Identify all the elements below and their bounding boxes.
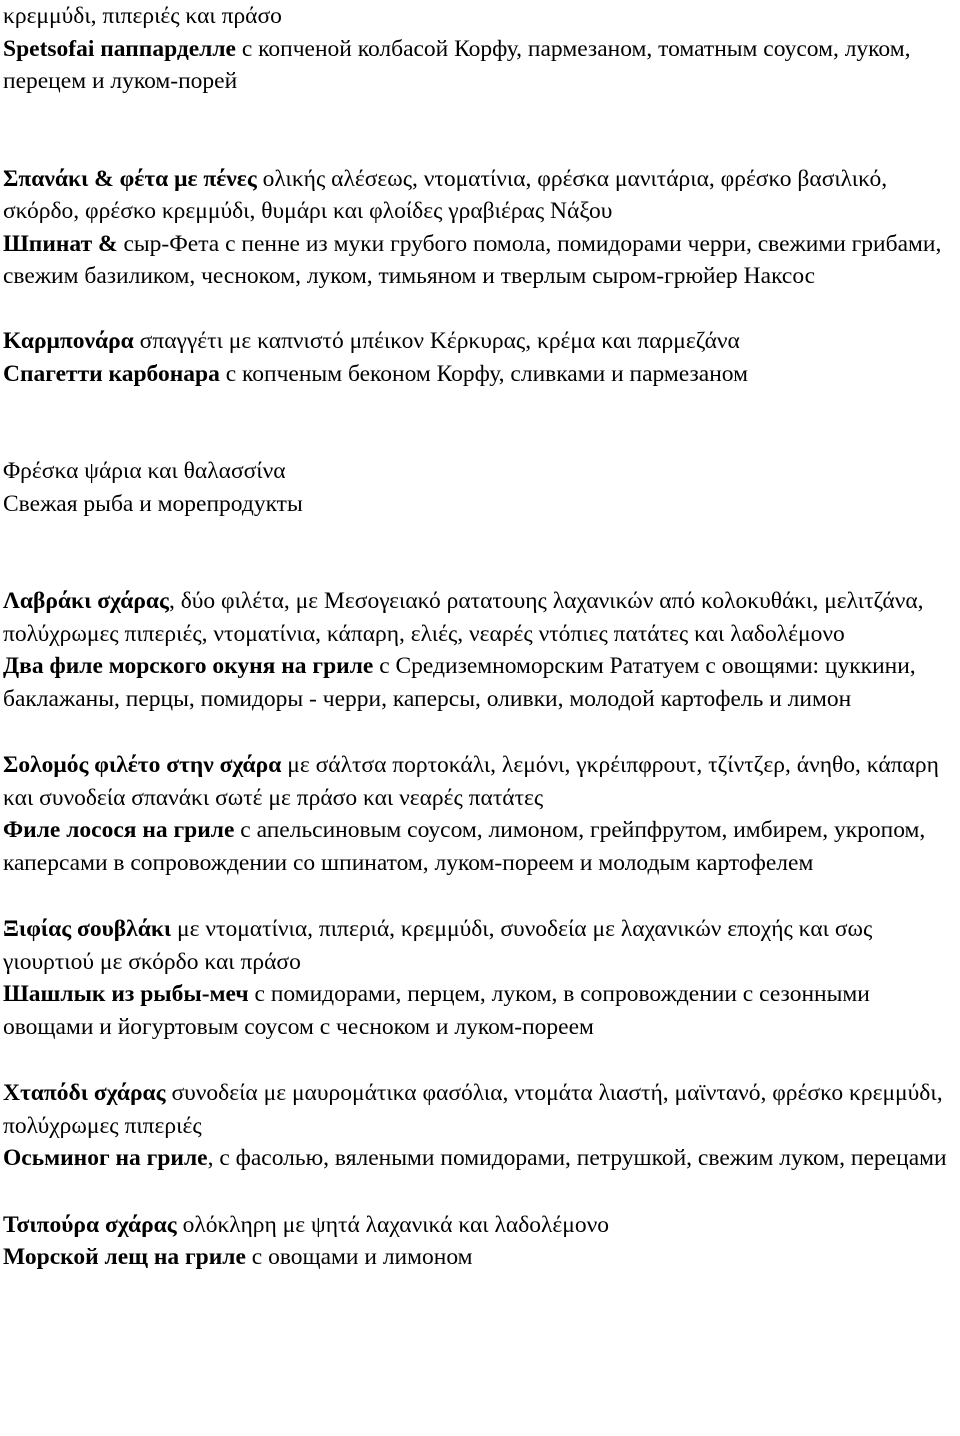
dish-description: συνοδεία με μαυρομάτικα φασόλια, ντομάτα λιαστή, μαϊντανό, φρέσκο κρεμμύδι, πολύχρωμες πιπεριές [3, 1080, 943, 1139]
dish-description: с Средиземноморским Рататуем с овощями: цуккини, баклажаны, перцы, помидоры - черри, каперсы, оливки, молодой картофель и лимон [3, 653, 916, 712]
dish-name: Морской лещ на гриле [3, 1244, 246, 1270]
dish-description: με σάλτσα πορτοκάλι, λεμόνι, γκρέιπφρουτ, τζίντζερ, άνηθο, κάπαρη και συνοδεία σπανάκι σωτέ με πράσο και νεαρές πατάτες [3, 752, 939, 811]
dish-description: , с фасолью, вялеными помидорами, петрушкой, свежим луком, перецами [207, 1145, 947, 1171]
menu-item-greek [3, 163, 955, 228]
dish-name: Шпинат & [3, 230, 124, 257]
dish-description: сыр-Фета с пенне из муки грубого помола, помидорами черри, свежими грибами, свежим базиликом, чесноком, луком, тимьяном и тверлым сыром-грюйер Наксос [3, 230, 942, 289]
menu-line: κρεμμύδι, πιπεριές και πράσο [3, 3, 282, 29]
dish-description: с помидорами, перцем, луком, в сопровождении с сезонными овощами и йогуртовым соусом с чесноком и луком-пореем [3, 981, 870, 1040]
dish-name: Филе лосося на гриле [3, 817, 235, 843]
dish-name: Осьминог на гриле [3, 1145, 208, 1171]
dish-description: с овощами и лимоном [245, 1244, 473, 1270]
dish-description: , δύο φιλέτα, με Μεσογειακό ρατατουης λαχανικών από κολοκυθάκι, μελιτζάνα, πολύχρωμες πιπεριές, ντοματίνια, κάπαρη, ελιές, νεαρές ντόπιες πατάτες και λαδολέμονο [3, 588, 924, 647]
menu-item-greek [3, 913, 955, 978]
dish-description: с копченым беконом Корфу, сливками и пармезаном [219, 360, 748, 387]
dish-name: Σολομός φιλέτο στην σχάρα [3, 752, 282, 778]
menu-item-russian [3, 228, 955, 293]
menu-item-greek [3, 585, 955, 650]
menu-item-russian [3, 33, 955, 98]
dish-name: Τσιπούρα σχάρας [3, 1211, 177, 1238]
dish-name: Spetsofai паппарделле [3, 35, 236, 62]
dish-description: με ντοματίνια, πιπεριά, κρεμμύδι, συνοδεία με λαχανικών εποχής και σως γιουρτιού με σκόρδο και πράσο [3, 916, 873, 975]
dish-name: Два филе морского окуня на гриле [3, 653, 374, 679]
menu-item-greek [3, 1077, 955, 1142]
dish-description: с апельсиновым соусом, лимоном, грейпфрутом, имбирем, укропом, каперсами в сопровождении со шпинатом, луком-пореем и молодым картофелем [3, 817, 926, 876]
menu-item-russian [3, 650, 955, 715]
menu-item-greek [3, 749, 955, 814]
dish-description: ολόκληρη με ψητά λαχανικά και λαδολέμονο [176, 1211, 610, 1238]
menu-item-russian [3, 1142, 955, 1175]
menu-item-russian [3, 358, 955, 391]
dish-name: Λαβράκι σχάρας [3, 588, 169, 614]
dish-name: Шашлык из рыбы-меч [3, 981, 249, 1007]
dish-description: σπαγγέτι με καπνιστό μπέικον Κέρκυρας, κρέμα και παρμεζάνα [133, 328, 740, 354]
menu-item-greek [3, 1209, 955, 1242]
menu-document [3, 0, 955, 1274]
dish-description: с копченой колбасой Корфу, пармезаном, томатным соусом, луком, перецем и луком-порей [3, 35, 911, 94]
dish-name: Χταπόδι σχάρας [3, 1080, 166, 1106]
section-heading-greek: Φρέσκα ψάρια και θαλασσίνα [3, 458, 286, 484]
menu-item-russian [3, 814, 955, 879]
dish-name: Καρμπονάρα [3, 328, 134, 354]
section-heading-russian: Свежая рыба и морепродукты [3, 490, 303, 517]
dish-name: Σπανάκι & φέτα με πένες [3, 165, 257, 192]
menu-item-russian [3, 1241, 955, 1274]
dish-name: Спагетти карбонара [3, 360, 220, 387]
dish-description: ολικής αλέσεως, ντοματίνια, φρέσκα μανιτάρια, φρέσκο βασιλικό, σκόρδο, φρέσκο κρεμμύδι, θυμάρι και φλοίδες γραβιέρας Νάξου [3, 165, 888, 224]
dish-name: Ξιφίας σουβλάκι [3, 916, 172, 942]
menu-item-russian [3, 978, 955, 1043]
menu-item-greek [3, 325, 955, 358]
